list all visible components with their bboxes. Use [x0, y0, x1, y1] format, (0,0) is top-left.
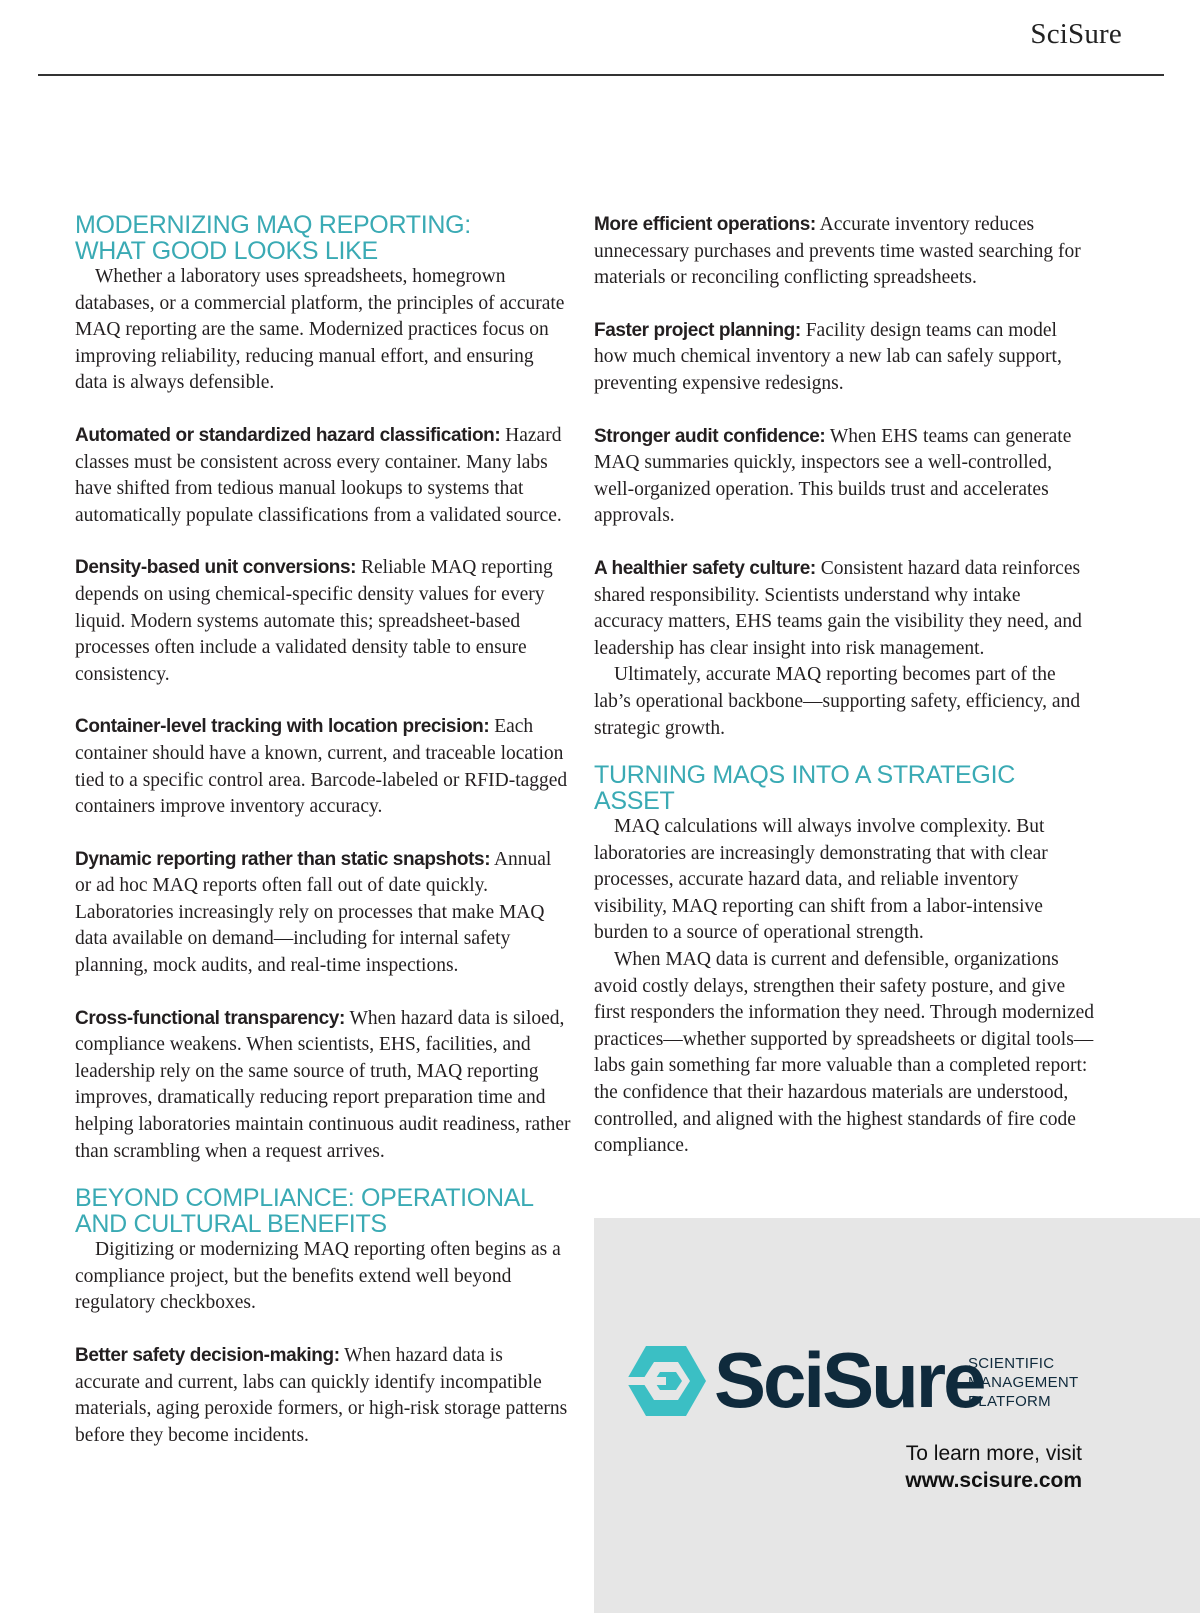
- cta-text: To learn more, visit: [905, 1442, 1082, 1465]
- scisure-wordmark: SciSure: [714, 1336, 984, 1424]
- item-dynamic-reporting: [75, 847, 571, 980]
- header-rule: [38, 74, 1164, 76]
- header-brand: SciSure: [1030, 18, 1122, 50]
- item-text: Accurate inventory reduces unnecessary purchases and prevents time wasted searching for materials or reconciling conflicting spreadsheets.: [594, 214, 1081, 289]
- scisure-logo-icon: [626, 1344, 706, 1418]
- item-lead: Better safety decision-making:: [75, 1345, 340, 1366]
- tagline-line: PLATFORM: [968, 1393, 1051, 1410]
- item-text: Hazard classes must be consistent across every container. Many labs have shifted from tedious manual lookups to systems that automatically populate classifications from a validated source.: [75, 424, 562, 526]
- item-project-planning: [594, 318, 1094, 398]
- section-title-beyond-compliance: BEYOND COMPLIANCE: OPERATIONAL AND CULTURAL BENEFITS: [75, 1184, 533, 1239]
- item-efficient-operations: [594, 212, 1094, 292]
- website-link[interactable]: www.scisure.com: [905, 1469, 1082, 1492]
- item-lead: Density-based unit conversions:: [75, 557, 357, 579]
- item-text: When EHS teams can generate MAQ summaries quickly, inspectors see a well-controlled, well-organized operation. This builds trust and accelerates approvals.: [594, 425, 1072, 527]
- item-text: Facility design teams can model how much chemical inventory a new lab can safely support, preventing expensive redesigns.: [594, 319, 1062, 394]
- section-title-strategic-asset: TURNING MAQS INTO A STRATEGIC ASSET: [594, 761, 1015, 816]
- strategic-asset-paragraph-2: When MAQ data is current and defensible, organizations avoid costly delays, strengthen their safety posture, and give first responders the information they need. Through modernized practices—whether supported by spreadsheets or digital tools—labs gain something far more valuable than a completed report: the confidence that their hazardous materials are understood, controlled, and aligned with the highest standards of fire code compliance.: [594, 949, 1095, 1157]
- item-lead: A healthier safety culture:: [594, 557, 816, 579]
- item-text: Consistent hazard data reinforces shared responsibility. Scientists understand why intake accuracy matters, EHS teams gain the visibility they need, and leadership has clear insight into risk management.: [594, 557, 1082, 659]
- item-lead: Stronger audit confidence:: [594, 425, 826, 447]
- scisure-tagline: [968, 1354, 1079, 1411]
- item-audit-confidence: [594, 424, 1094, 530]
- item-container-tracking: [75, 714, 571, 820]
- section-title-modernizing: MODERNIZING MAQ REPORTING: WHAT GOOD LOOKS LIKE: [75, 211, 471, 265]
- item-text: When hazard data is accurate and current, labs can quickly identify incompatible materials, aging peroxide formers, or high-risk storage patterns before they become incidents.: [75, 1345, 568, 1446]
- right-column: [594, 212, 1094, 1160]
- item-lead: Container-level tracking with location precision:: [75, 716, 490, 738]
- item-safety-culture: [594, 556, 1094, 662]
- section-intro-modernizing: Whether a laboratory uses spreadsheets, homegrown databases, or a commercial platform, the principles of accurate MAQ reporting are the same. Modernized practices focus on improving reliability, reducing manual effort, and ensuring data is always defensible.: [75, 266, 565, 394]
- item-cross-functional: [75, 1006, 571, 1166]
- item-hazard-classification: [75, 423, 571, 529]
- item-lead: More efficient operations:: [594, 214, 816, 235]
- promo-panel: [594, 1218, 1200, 1613]
- left-column: [75, 212, 571, 1449]
- closing-paragraph: Ultimately, accurate MAQ reporting becomes part of the lab’s operational backbone—supporting safety, efficiency, and strategic growth.: [594, 664, 1081, 739]
- item-density-conversions: [75, 555, 571, 688]
- promo-cta: [905, 1440, 1082, 1494]
- item-safety-decisions: [75, 1343, 571, 1449]
- item-lead: Automated or standardized hazard classification:: [75, 424, 501, 446]
- section-intro-beyond-compliance: Digitizing or modernizing MAQ reporting often begins as a compliance project, but the benefits extend well beyond regulatory checkboxes.: [75, 1239, 561, 1314]
- item-text: When hazard data is siloed, compliance weakens. When scientists, EHS, facilities, and leadership rely on the same source of truth, MAQ reporting improves, dramatically reducing report preparation time and helping laboratories maintain continuous audit readiness, rather than scrambling when a request arrives.: [75, 1007, 571, 1162]
- item-text: Reliable MAQ reporting depends on using chemical-specific density values for every liquid. Modern systems automate this; spreadsheet-based processes often include a validated density table to ensure consistency.: [75, 557, 553, 685]
- strategic-asset-paragraph-1: MAQ calculations will always involve complexity. But laboratories are increasingly demonstrating that with clear processes, accurate hazard data, and reliable inventory visibility, MAQ reporting can shift from a labor-intensive burden to a source of operational strength.: [594, 816, 1048, 944]
- item-text: Each container should have a known, current, and traceable location tied to a specific control area. Barcode-labeled or RFID-tagged containers improve inventory accuracy.: [75, 716, 568, 818]
- item-lead: Cross-functional transparency:: [75, 1007, 345, 1029]
- item-lead: Dynamic reporting rather than static snapshots:: [75, 848, 491, 870]
- tagline-line: MANAGEMENT: [968, 1374, 1079, 1391]
- item-text: Annual or ad hoc MAQ reports often fall out of date quickly. Laboratories increasingly rely on processes that make MAQ data available on demand—including for internal safety planning, mock audits, and real-time inspections.: [75, 848, 552, 977]
- tagline-line: SCIENTIFIC: [968, 1355, 1055, 1372]
- item-lead: Faster project planning:: [594, 319, 801, 341]
